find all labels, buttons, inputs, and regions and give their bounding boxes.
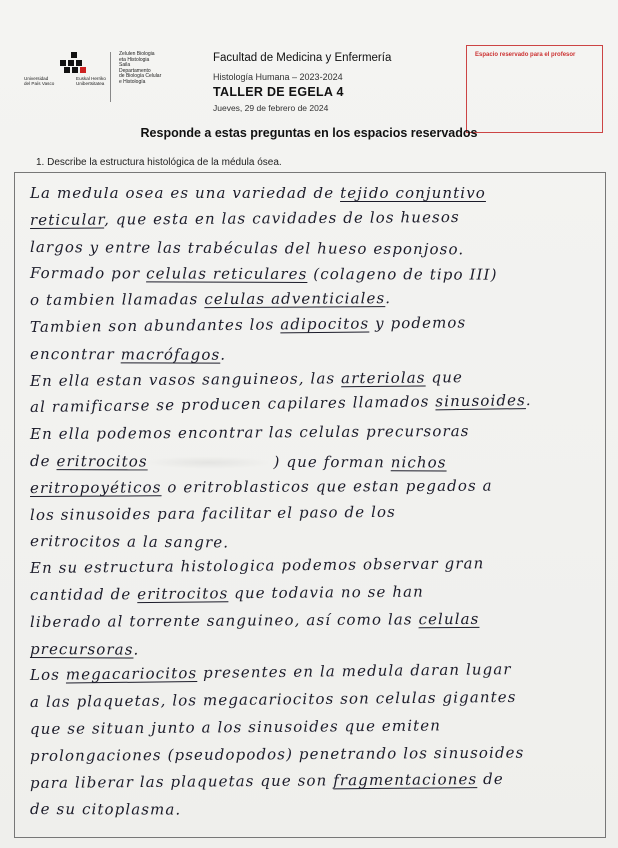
- answer-text: al ramificarse se producen capilares llamados: [29, 392, 436, 417]
- answer-text: En su estructura histologica podemos observar gran: [29, 554, 485, 578]
- answer-line: [30, 716, 441, 738]
- answer-text: En ella estan vasos sanguineos, las: [29, 368, 342, 390]
- answer-text: a las plaquetas, los megacariocitos son celulas gigantes: [29, 688, 517, 712]
- underlined-term: celulas: [418, 609, 480, 629]
- answer-line: [30, 422, 470, 443]
- answer-line: [30, 476, 493, 496]
- answer-line: [30, 345, 226, 364]
- answer-line: [30, 313, 466, 336]
- answer-text: y podemos: [369, 313, 467, 333]
- answer-text: liberado al torrente sanguineo, así como las: [29, 610, 419, 631]
- answer-text: largos y entre las trabéculas del hueso esponjoso.: [29, 237, 465, 258]
- answer-text: Los: [29, 665, 66, 685]
- answer-line: [30, 184, 486, 202]
- answer-text: o eritroblasticos que estan pegados a: [161, 476, 493, 497]
- answer-text: La medula osea es una variedad de: [30, 184, 341, 202]
- faculty-title: Facultad de Medicina y Enfermería: [213, 52, 392, 64]
- underlined-term: eritropoyéticos: [29, 478, 162, 497]
- answer-text: que todavia no se han: [228, 582, 424, 603]
- course-title: Histología Humana – 2023-2024: [213, 72, 343, 82]
- answer-text: Formado por: [29, 264, 147, 283]
- underlined-term: eritrocitos: [137, 584, 229, 604]
- answer-line: [30, 743, 525, 764]
- answer-text: .: [133, 640, 140, 659]
- logo-text-eu: Euskal Herriko Unibertsitatea: [76, 76, 106, 86]
- answer-line: [30, 368, 463, 390]
- answer-text: .: [525, 391, 532, 410]
- professor-box-label: Espacio reservado para el profesor: [475, 52, 576, 58]
- answer-text: o tambien llamadas: [29, 290, 205, 310]
- answer-line: [30, 640, 139, 659]
- instructions-heading: Responde a estas preguntas en los espacios reservados: [140, 126, 478, 140]
- answer-text: encontrar: [29, 344, 121, 364]
- answer-text: presentes en la medula daran lugar: [197, 660, 512, 683]
- answer-text: (colageno de tipo III): [307, 265, 498, 285]
- answer-line: [30, 688, 517, 711]
- answer-line: [30, 532, 229, 551]
- answer-text: En ella podemos encontrar las celulas precursoras: [29, 422, 470, 444]
- answer-text: ) que forman: [267, 452, 391, 472]
- underlined-term: celulas adventiciales: [204, 289, 386, 309]
- answer-text: para liberar las plaquetas que son: [29, 770, 334, 792]
- answer-text: , que esta en las cavidades de los huesos: [104, 207, 460, 229]
- underlined-term: nichos: [390, 453, 447, 472]
- answer-line: [30, 208, 460, 229]
- question-1: 1. Describe la estructura histológica de la médula ósea.: [36, 157, 282, 168]
- logo-text-es: Universidad del País Vasco: [24, 76, 55, 86]
- underlined-term: celulas reticulares: [146, 264, 308, 284]
- answer-text: .: [385, 289, 392, 308]
- answer-text: de su citoplasma.: [29, 800, 182, 819]
- answer-text: Tambien son abundantes los: [29, 315, 281, 336]
- answer-line: [30, 554, 485, 577]
- answer-line: [30, 800, 181, 819]
- answer-text: de: [29, 452, 57, 471]
- answer-text: eritrocitos a la sangre.: [29, 532, 230, 552]
- underlined-term: eritrocitos: [56, 452, 148, 471]
- answer-line: [30, 583, 424, 604]
- answer-text: .: [220, 345, 227, 364]
- answer-line: [30, 769, 504, 791]
- answer-line: [30, 238, 464, 258]
- answer-text: los sinusoides para facilitar el paso de los: [29, 502, 396, 524]
- answer-line: [30, 289, 391, 309]
- answer-line: [30, 264, 498, 284]
- underlined-term: adipocitos: [280, 314, 370, 334]
- answer-line: [30, 610, 480, 631]
- answer-line: [30, 502, 396, 523]
- underlined-term: precursoras: [29, 639, 134, 659]
- answer-text: que se situan junto a los sinusoides que emiten: [29, 716, 442, 738]
- underlined-term: megacariocitos: [65, 664, 198, 684]
- answer-text: prolongaciones (pseudopodos) penetrando los sinusoides: [29, 743, 525, 765]
- answer-line: [30, 391, 532, 416]
- workshop-title: TALLER DE EGELA 4: [213, 85, 344, 99]
- underlined-term: tejido conjuntivo: [340, 184, 486, 202]
- answer-line: [30, 452, 447, 471]
- answer-text: que: [425, 367, 463, 387]
- blurred-region: [148, 456, 268, 468]
- answer-text: de: [477, 769, 504, 788]
- department-text: Zelulen Biologia eta Histologia Saila Departamento de Biología Celular e Histología: [119, 51, 162, 85]
- underlined-term: fragmentaciones: [333, 769, 478, 789]
- underlined-term: sinusoides: [435, 391, 526, 411]
- underlined-term: arteriolas: [341, 368, 426, 387]
- underlined-term: macrófagos: [120, 345, 221, 364]
- answer-line: [30, 661, 512, 685]
- answer-text: cantidad de: [29, 585, 138, 604]
- underlined-term: reticular: [29, 210, 105, 229]
- exam-date: Jueves, 29 de febrero de 2024: [213, 103, 329, 113]
